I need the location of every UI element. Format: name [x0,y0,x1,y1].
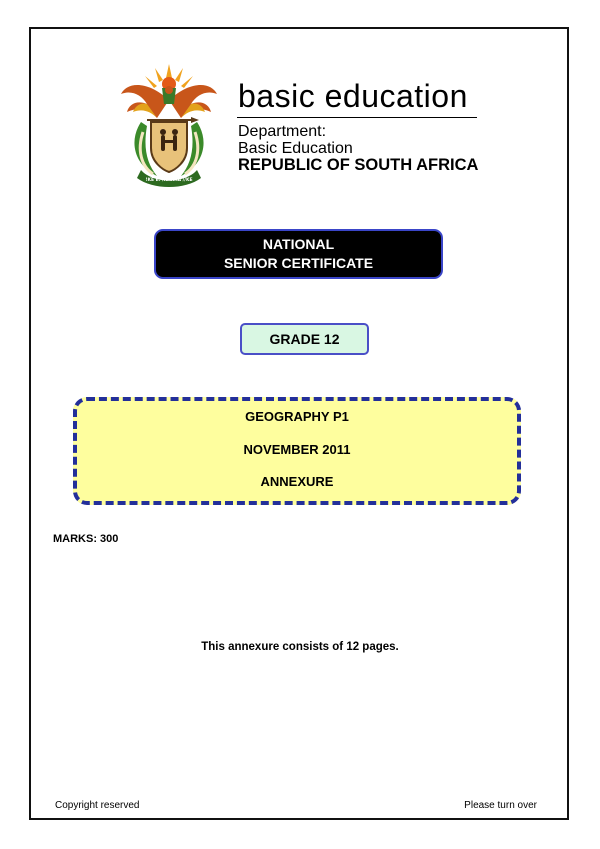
department-name: Basic Education [238,140,353,157]
paper-type: ANNEXURE [260,474,334,489]
footer-copyright: Copyright reserved [55,800,140,811]
page-count-note: This annexure consists of 12 pages. [201,641,399,653]
title-divider [237,117,477,118]
footer-turn-over: Please turn over [464,800,537,811]
department-label: Department: [238,123,327,140]
department-title: basic education [238,78,468,114]
paper-info-box [73,397,521,505]
paper-subject: GEOGRAPHY P1 [245,409,349,424]
coat-of-arms-icon [117,60,221,188]
svg-text:!KE E: /XARRA //KE: !KE E: /XARRA //KE [145,178,193,183]
grade-box: GRADE 12 [240,323,369,355]
marks-total: MARKS: 300 [53,533,119,545]
certificate-box [154,229,443,279]
certificate-line2: SENIOR CERTIFICATE [223,255,374,271]
certificate-line1: NATIONAL [262,236,335,252]
country-name: REPUBLIC OF SOUTH AFRICA [238,156,479,174]
paper-date: NOVEMBER 2011 [243,442,351,457]
